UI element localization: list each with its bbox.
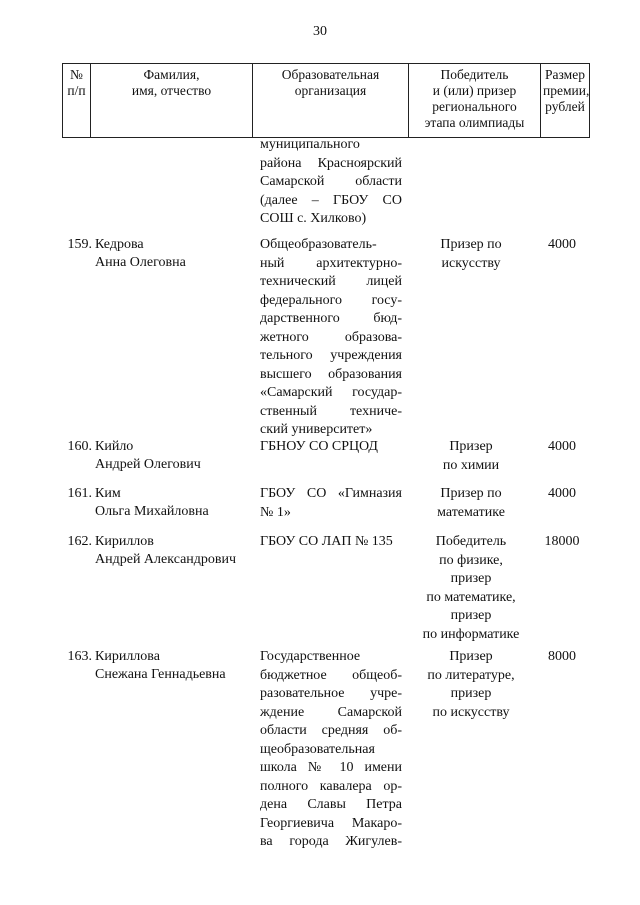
row-amount: 18000: [544, 534, 580, 549]
row-org: Государственное бюджетное общеоб- разовательное учре- ждение Самарской области средняя об- щеобразовательная школа № 10 имени полного кавалера ор- дена Славы Петра Георгиевича Макаро- ва города Жигулев-: [260, 649, 402, 849]
row-number: 161.: [67, 486, 92, 501]
row-amount: 4000: [548, 237, 576, 252]
row-name: Кириллов Андрей Александрович: [95, 534, 237, 567]
row-amount: 4000: [548, 439, 576, 454]
row-prize: Победитель по физике, призер по математике, призер по информатике: [422, 534, 520, 642]
row-org: Общеобразователь- ный архитектурно- технический лицей федерального госу- дарственного бюд- жетного образова- тельного учреждения высшего образования «Самарский государ- ственный техниче- ский университет»: [260, 237, 402, 437]
header-prize: Победитель и (или) призер регионального этапа олимпиады: [409, 64, 541, 138]
row-amount: 8000: [548, 649, 576, 664]
row-number: 162.: [67, 534, 92, 549]
row-number: 163.: [67, 649, 92, 664]
row-org: ГБОУ СО ЛАП № 135: [260, 534, 393, 549]
row-number: 159.: [67, 237, 92, 252]
row-prize: Призер по математике: [437, 486, 505, 520]
row-number: 160.: [67, 439, 92, 454]
header-amount: Размер премии, рублей: [541, 64, 590, 138]
row-prize: Призер по искусству: [440, 237, 502, 271]
row-org: ГБОУ СО «Гимназия № 1»: [260, 486, 402, 520]
row-prize: Призер по литературе, призер по искусству: [427, 649, 515, 720]
row-name: Кириллова Снежана Геннадьевна: [95, 649, 226, 682]
header-org: Образовательная организация: [253, 64, 409, 138]
row-org: ГБНОУ СО СРЦОД: [260, 439, 378, 454]
row-prize: Призер по химии: [442, 439, 500, 473]
continuation-org: муниципального района Красноярский Самарской области (далее – ГБОУ СО СОШ с. Хилково): [260, 137, 402, 226]
header-num: № п/п: [63, 64, 91, 138]
page-number: 30: [313, 24, 327, 39]
row-name: Кийло Андрей Олегович: [95, 439, 201, 472]
table-header: [62, 63, 590, 138]
row-amount: 4000: [548, 486, 576, 501]
header-name: Фамилия, имя, отчество: [91, 64, 253, 138]
row-name: Кедрова Анна Олеговна: [95, 237, 186, 270]
row-name: Ким Ольга Михайловна: [95, 486, 209, 519]
